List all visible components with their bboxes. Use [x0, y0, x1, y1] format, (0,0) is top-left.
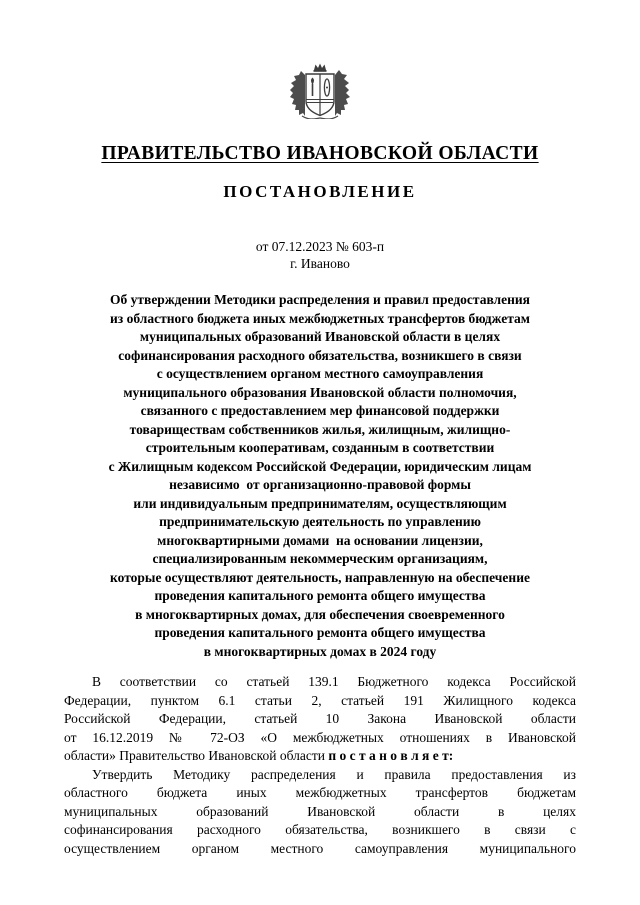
- decree-title-line: проведения капитального ремонта общего имущества: [154, 588, 486, 603]
- paragraph-line: муниципальных образований Ивановской области в целях: [64, 803, 576, 819]
- decree-title-line: многоквартирными домами на основании лицензии,: [157, 532, 483, 548]
- decree-title-line: в многоквартирных домах, для обеспечения своевременного: [135, 606, 505, 622]
- decree-title-line: товариществам собственников жилья, жилищным, жилищно-: [129, 421, 511, 437]
- decree-title-line: независимо от организационно-правовой формы: [169, 477, 471, 492]
- paragraph-line: В соответствии со статьей 139.1 Бюджетного кодекса Российской: [92, 674, 576, 689]
- paragraph-line: софинансирования расходного обязательства, возникшего в связи с: [64, 822, 576, 837]
- paragraph-line: Федерации, пунктом 6.1 статьи 2, статьей 191 Жилищного кодекса: [64, 692, 576, 708]
- paragraph-line: областного бюджета иных межбюджетных трансфертов бюджетам: [64, 785, 576, 800]
- decree-title-line: строительным кооперативам, созданным в соответствии: [145, 440, 495, 455]
- authority-title: ПРАВИТЕЛЬСТВО ИВАНОВСКОЙ ОБЛАСТИ: [101, 143, 539, 164]
- document-type-title: ПОСТАНОВЛЕНИЕ: [223, 182, 417, 201]
- decree-title-line: связанного с предоставлением мер финансовой поддержки: [140, 403, 500, 418]
- decree-title-line: с осуществлением органом местного самоуправления: [156, 366, 484, 381]
- body-paragraph-intro: [64, 673, 576, 766]
- decree-title-line: муниципального образования Ивановской области полномочия,: [123, 384, 517, 400]
- paragraph-final-line-text: области» Правительство Ивановской области: [64, 748, 329, 763]
- document-body: [64, 673, 576, 858]
- decree-title-line: специализированным некоммерческим организациям,: [152, 551, 488, 566]
- paragraph-line: осуществлением органом местного самоуправления муниципального: [64, 840, 576, 856]
- decree-title-line: Об утверждении Методики распределения и правил предоставления: [110, 292, 530, 307]
- coat-of-arms-ivanovo-oblast-icon: [282, 61, 358, 119]
- paragraph-line: Утвердить Методику распределения и правила предоставления из: [92, 766, 576, 782]
- decree-title-line: предпринимательскую деятельность по управлению: [159, 514, 481, 529]
- date-and-number: от 07.12.2023 № 603-п: [255, 239, 385, 254]
- decree-title-line: или индивидуальным предпринимателям, осуществляющим: [133, 495, 507, 511]
- paragraph-line: Российской Федерации, статьей 10 Закона Ивановской области: [64, 711, 576, 726]
- city-line: г. Иваново: [290, 256, 350, 271]
- decree-title-line: с Жилищным кодексом Российской Федерации, юридическим лицам: [108, 458, 532, 474]
- emblem-area: [0, 0, 640, 119]
- decree-title-line: софинансирования расходного обязательства, возникшего в связи: [118, 347, 522, 363]
- decree-title: [64, 291, 576, 661]
- paragraph-lines: [64, 673, 576, 747]
- decree-title-line: муниципальных образований Ивановской области в целях: [139, 329, 501, 344]
- decree-verb-emphasis: п о с т а н о в л я е т:: [328, 748, 454, 763]
- decree-title-line: в многоквартирных домах в 2024 году: [203, 643, 437, 659]
- decree-title-line: из областного бюджета иных межбюджетных трансфертов бюджетам: [110, 310, 530, 326]
- paragraph-lines: [64, 766, 576, 859]
- body-paragraph-resolution: [64, 766, 576, 859]
- paragraph-final-line: [64, 747, 576, 766]
- paragraph-line: от 16.12.2019 № 72-ОЗ «О межбюджетных отношениях в Ивановской: [64, 729, 576, 745]
- decree-title-line: проведения капитального ремонта общего имущества: [154, 625, 486, 640]
- decree-title-line: которые осуществляют деятельность, направленную на обеспечение: [110, 569, 530, 585]
